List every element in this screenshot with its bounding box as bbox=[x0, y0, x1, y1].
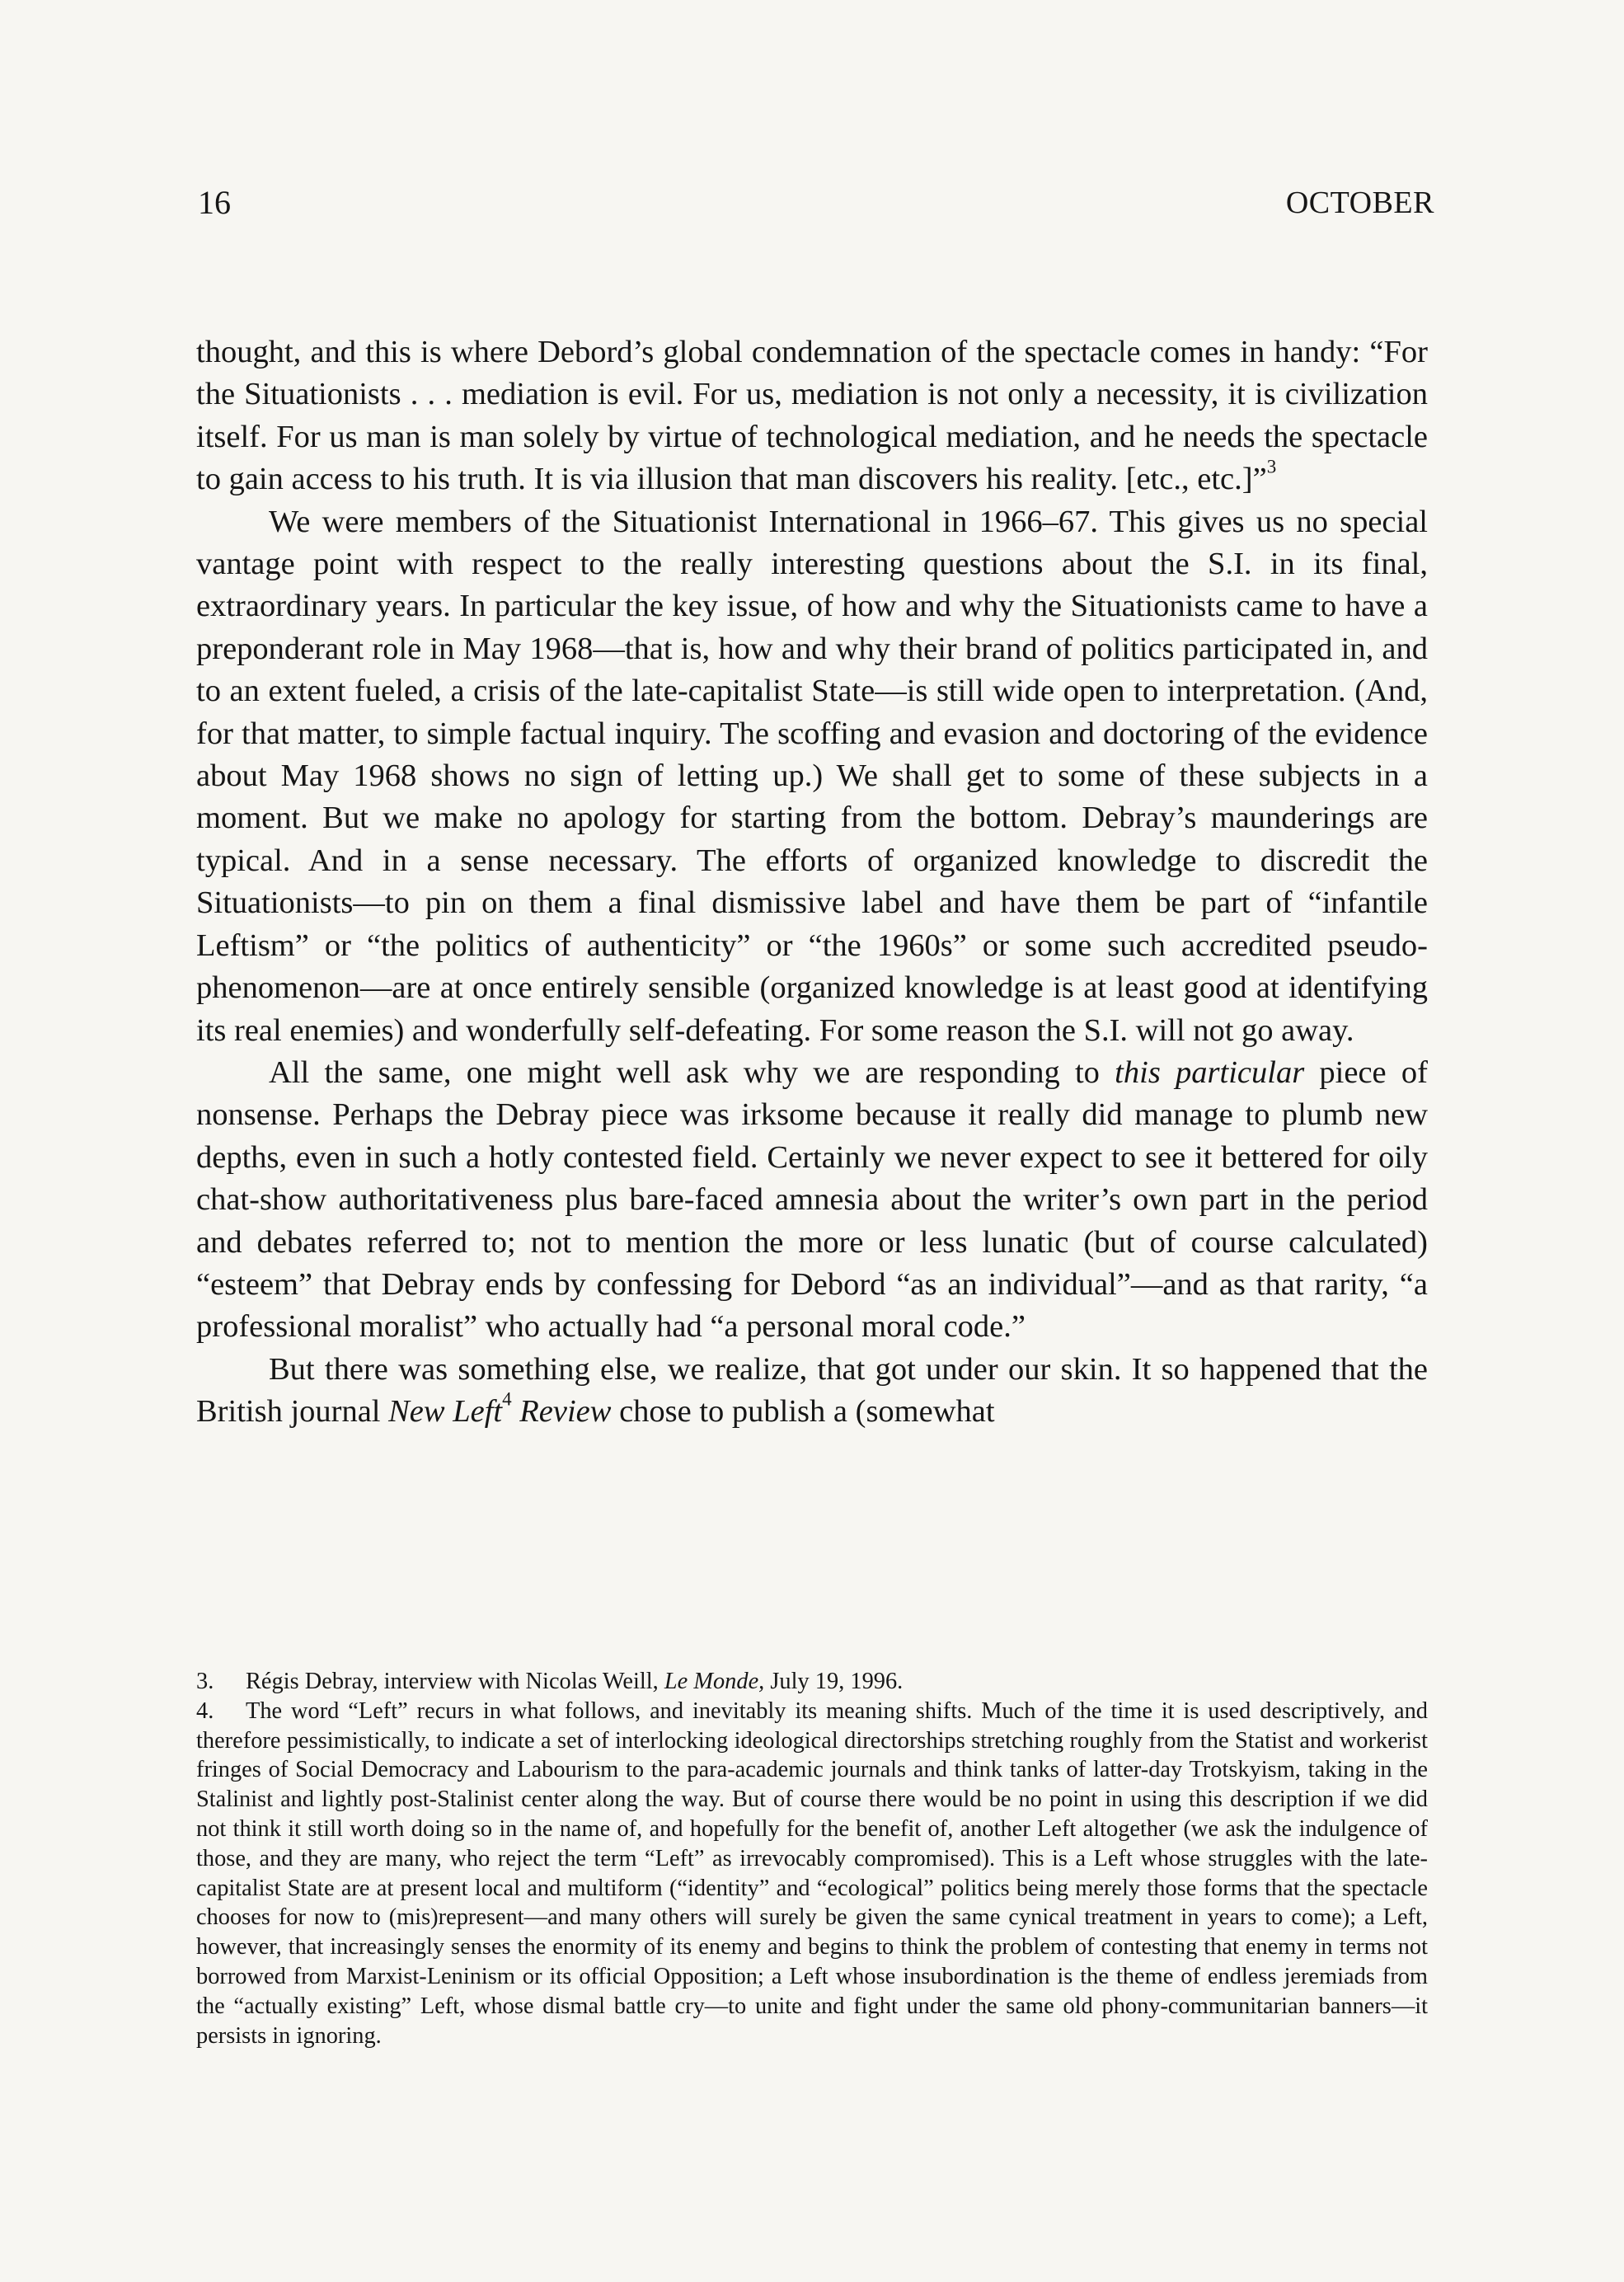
paragraph-1 bbox=[196, 331, 1428, 501]
paragraph-4 bbox=[196, 1349, 1428, 1434]
page-number: 16 bbox=[198, 184, 231, 221]
paragraph-3-text-start: All the same, one might well ask why we are responding to bbox=[269, 1054, 1115, 1090]
footnote-3-number: 3. bbox=[196, 1669, 214, 1694]
paragraph-2: We were members of the Situationist International in 1966–67. This gives us no special vantage point with respect to the really interesting questions about the S.I. in its final, extraordinary years. In particular the key issue, of how and why the Situationists came to have a preponderant role in May 1968—that is, how and why their brand of politics participated in, and to an extent fueled, a crisis of the late-capitalist State—is still wide open to interpretation. (And, for that matter, to simple factual inquiry. The scoffing and evasion and doctoring of the evidence about May 1968 shows no sign of letting up.) We shall get to some of these subjects in a moment. But we make no apology for starting from the bottom. Debray’s maunderings are typical. And in a sense necessary. The efforts of organized knowledge to discredit the Situationists—to pin on them a final dismissive label and have them be part of “infantile Leftism” or “the politics of authenticity” or “the 1960s” or some such accredited pseudo-phenomenon—are at once entirely sensible (organized knowledge is at least good at identifying its real enemies) and wonderfully self-defeating. For some reason the S.I. will not go away. bbox=[196, 504, 1428, 1048]
footnote-4 bbox=[196, 1697, 1428, 2051]
paragraph-3-emphasis: this particular bbox=[1115, 1054, 1305, 1090]
paragraph-4-text-end: chose to publish a (somewhat bbox=[611, 1394, 995, 1430]
paragraph-1-text: thought, and this is where Debord’s global condemnation of the spectacle comes in handy: “For the Situationists . . . mediation is evil. For us, mediation is not only a necessity, it is civilization itself. For us man is man solely by virtue of technological mediation, and he needs the spectacle to gain access to his truth. It is via illusion that man discovers his reality. [etc., etc.]” bbox=[196, 335, 1428, 497]
footnotes bbox=[196, 1667, 1428, 2050]
running-head: OCTOBER bbox=[1285, 185, 1434, 220]
footnote-3 bbox=[196, 1667, 1428, 1697]
footnote-4-text: The word “Left” recurs in what follows, and inevitably its meaning shifts. Much of the time it is used descriptively, and therefore pessimistically, to indicate a set of interlocking ideological directorships stretching roughly from the Statist and workerist fringes of Social Democracy and Labourism to the para-academic journals and think tanks of latter-day Trotskyism, taking in the Stalinist and lightly post-Stalinist center along the way. But of course there would be no point in using this description if we did not think it still worth doing so in the name of, and hopefully for the benefit of, another Left altogether (we ask the indulgence of those, and they are many, who reject the term “Left” as irrevocably compromised). This is a Left whose struggles with the late-capitalist State are at present local and multiform (“identity” and “ecological” politics being merely those forms that the spectacle chooses for now to (mis)represent—and many others will surely be given the same cynical treatment in years to come); a Left, however, that increasingly senses the enormity of its enemy and begins to think the problem of contesting that enemy in terms not borrowed from Marxist-Leninism or its official Opposition; a Left whose insubordination is the theme of endless jeremiads from the “actually existing” Left, whose dismal battle cry—to unite and fight under the same old phony-communitarian banners—it persists in ignoring. bbox=[196, 1697, 1428, 2049]
journal-title-part-2: Review bbox=[519, 1394, 612, 1430]
paragraph-3-text-end: piece of nonsense. Perhaps the Debray piece was irksome because it really did manage to plumb new depths, even in such a hotly contested field. Certainly we never expect to see it bettered for oily chat-show authoritativeness plus bare-faced amnesia about the writer’s own part in the period and debates referred to; not to mention the more or less lunatic (but of course calculated) “esteem” that Debray ends by confessing for Debord “as an individual”—and as that rarity, “a professional moralist” who actually had “a personal moral code.” bbox=[196, 1054, 1428, 1345]
paragraph-4-text-start: But there was something else, we realize, that got under our skin. It so happened that the British journal bbox=[196, 1351, 1428, 1430]
footnote-3-text-start: Régis Debray, interview with Nicolas Weill, bbox=[246, 1669, 664, 1694]
footnote-3-publication: Le Monde, bbox=[664, 1669, 765, 1694]
journal-title-space bbox=[512, 1394, 520, 1429]
paragraph-3 bbox=[196, 1052, 1428, 1349]
footnote-3-text-end: July 19, 1996. bbox=[764, 1669, 904, 1694]
footnote-ref-3: 3 bbox=[1266, 455, 1277, 477]
journal-title-part-1: New Left bbox=[388, 1394, 503, 1430]
footnote-ref-4: 4 bbox=[502, 1388, 512, 1410]
body-text bbox=[196, 331, 1428, 1434]
footnote-4-number: 4. bbox=[196, 1697, 214, 1724]
